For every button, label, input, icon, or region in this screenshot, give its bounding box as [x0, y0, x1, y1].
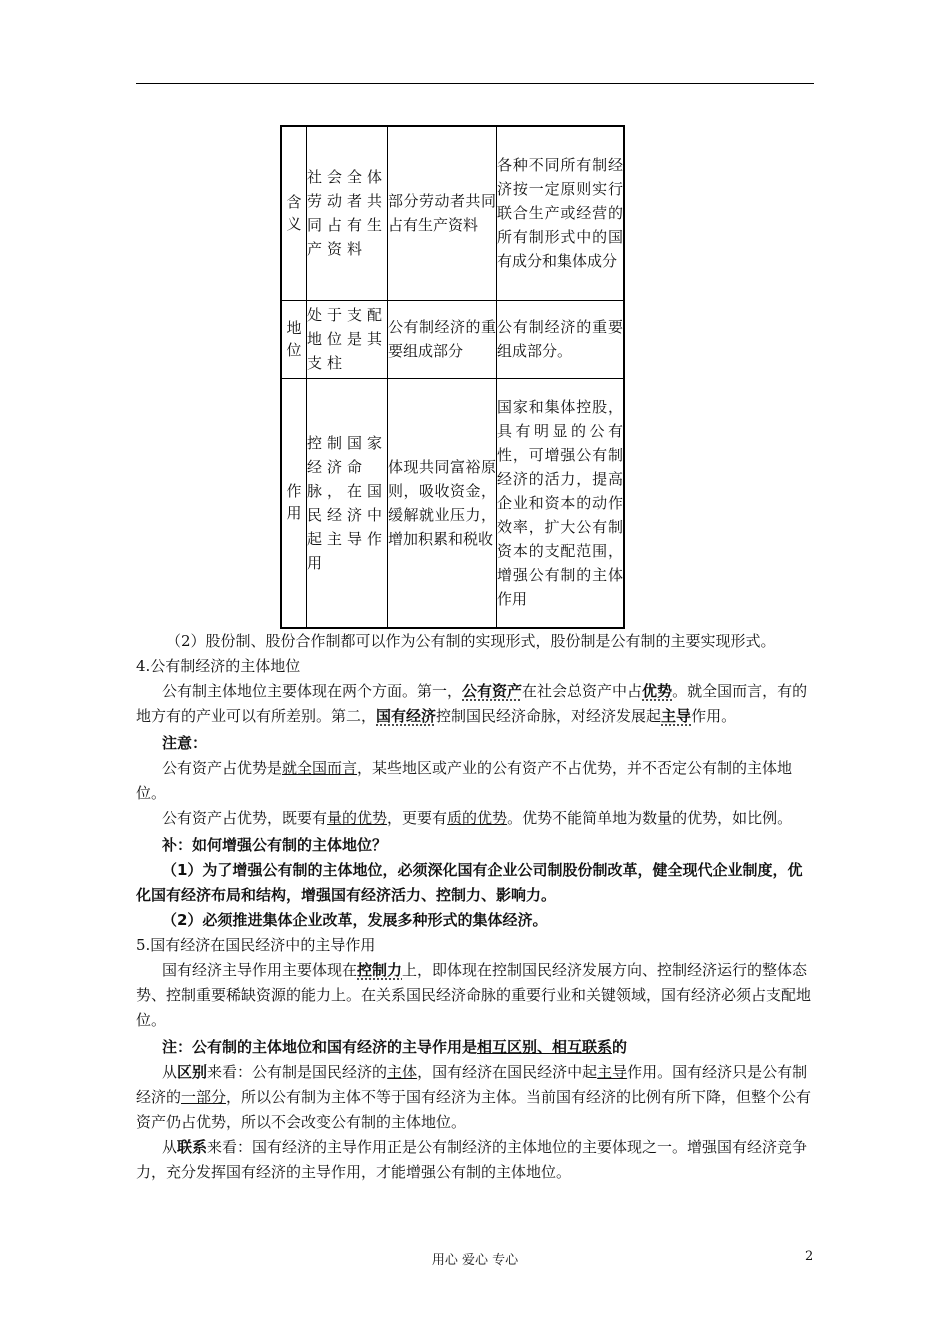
table-row: [281, 126, 624, 300]
header-rule: [136, 83, 814, 84]
supplement-question: 补：如何增强公有制的主体地位？: [162, 836, 388, 854]
note-label: 注意：: [162, 734, 208, 752]
cell-mixed-function: 国家和集体控股，具有明显的公有性，可增强公有制经济的活力，提高企业和资本的动作效率，扩大公有制资本的支配范围，增强公有制的主体作用: [497, 378, 625, 628]
supplement-point-2: （2）必须推进集体企业改革，发展多种形式的集体经济。: [162, 911, 548, 929]
note-relationship: 注：公有制的主体地位和国有经济的主导作用是相互区别、相互联系的: [162, 1038, 628, 1056]
paragraph-difference: 从区别来看：公有制是国民经济的主体，国有经济在国民经济中起主导作用。国有经济只是公有制经济的一部分，所以公有制为主体不等于国有经济为主体。当前国有经济的比例有所下降，但整个公有资产仍占优势，所以不会改变公有制的主体地位。: [136, 1063, 812, 1131]
row-head-status: 地位: [281, 300, 307, 378]
cell-mixed-meaning: 各种不同所有制经济按一定原则实行联合生产或经营的所有制形式中的国有成分和集体成分: [497, 126, 625, 300]
table-row: [281, 300, 624, 378]
ownership-comparison-table: [280, 125, 625, 629]
cell-collective-function: 体现共同富裕原则，吸收资金，缓解就业压力，增加积累和税收: [388, 378, 497, 628]
cell-collective-status: 公有制经济的重要组成部分: [388, 300, 497, 378]
cell-state-owned-meaning: 社会全体劳动者共同占有生产资料: [307, 126, 388, 300]
footer-slogan: 用心 爱心 专心: [431, 1253, 519, 1268]
cell-mixed-status: 公有制经济的重要组成部分。: [497, 300, 625, 378]
cell-collective-meaning: 部分劳动者共同占有生产资料: [388, 126, 497, 300]
page-number: 2: [805, 1249, 814, 1264]
paragraph-connection: 从联系来看：国有经济的主导作用正是公有制经济的主体地位的主要体现之一。增强国有经济竞争力，充分发挥国有经济的主导作用，才能增强公有制的主体地位。: [136, 1138, 808, 1181]
supplement-point-1: （1）为了增强公有制的主体地位，必须深化国有企业公司制股份制改革，健全现代企业制度，优化国有经济布局和结构，增强国有经济活力、控制力、影响力。: [136, 861, 803, 904]
cell-state-owned-status: 处于支配地位是其支柱: [307, 300, 388, 378]
heading-section-4: 4.公有制经济的主体地位: [136, 657, 301, 675]
heading-section-5: 5.国有经济在国民经济中的主导作用: [136, 936, 376, 954]
paragraph-realization-forms: （2）股份制、股份合作制都可以作为公有制的实现形式，股份制是公有制的主要实现形式。: [166, 632, 776, 650]
paragraph-leading-role: 国有经济主导作用主要体现在控制力上，即体现在控制国民经济发展方向、控制经济运行的整体态势、控制重要稀缺资源的能力上。在关系国民经济命脉的重要行业和关键领域，国有经济必须占支配地位。: [136, 961, 812, 1029]
paragraph-national-scale: 公有资产占优势是就全国而言，某些地区或产业的公有资产不占优势，并不否定公有制的主体地位。: [136, 759, 793, 802]
paragraph-quality-quantity: 公有资产占优势，既要有量的优势，更要有质的优势。优势不能简单地为数量的优势，如比例。: [162, 809, 793, 827]
body-text: [136, 629, 816, 1185]
paragraph-main-status: 公有制主体地位主要体现在两个方面。第一，公有资产在社会总资产中占优势。就全国而言，有的地方有的产业可以有所差别。第二，国有经济控制国民经济命脉，对经济发展起主导作用。: [136, 682, 808, 725]
table-row: [281, 378, 624, 628]
row-head-function: 作用: [281, 378, 307, 628]
cell-state-owned-function: 控制国家经济命脉，在国民经济中起主导作用: [307, 378, 388, 628]
row-head-meaning: 含义: [281, 126, 307, 300]
